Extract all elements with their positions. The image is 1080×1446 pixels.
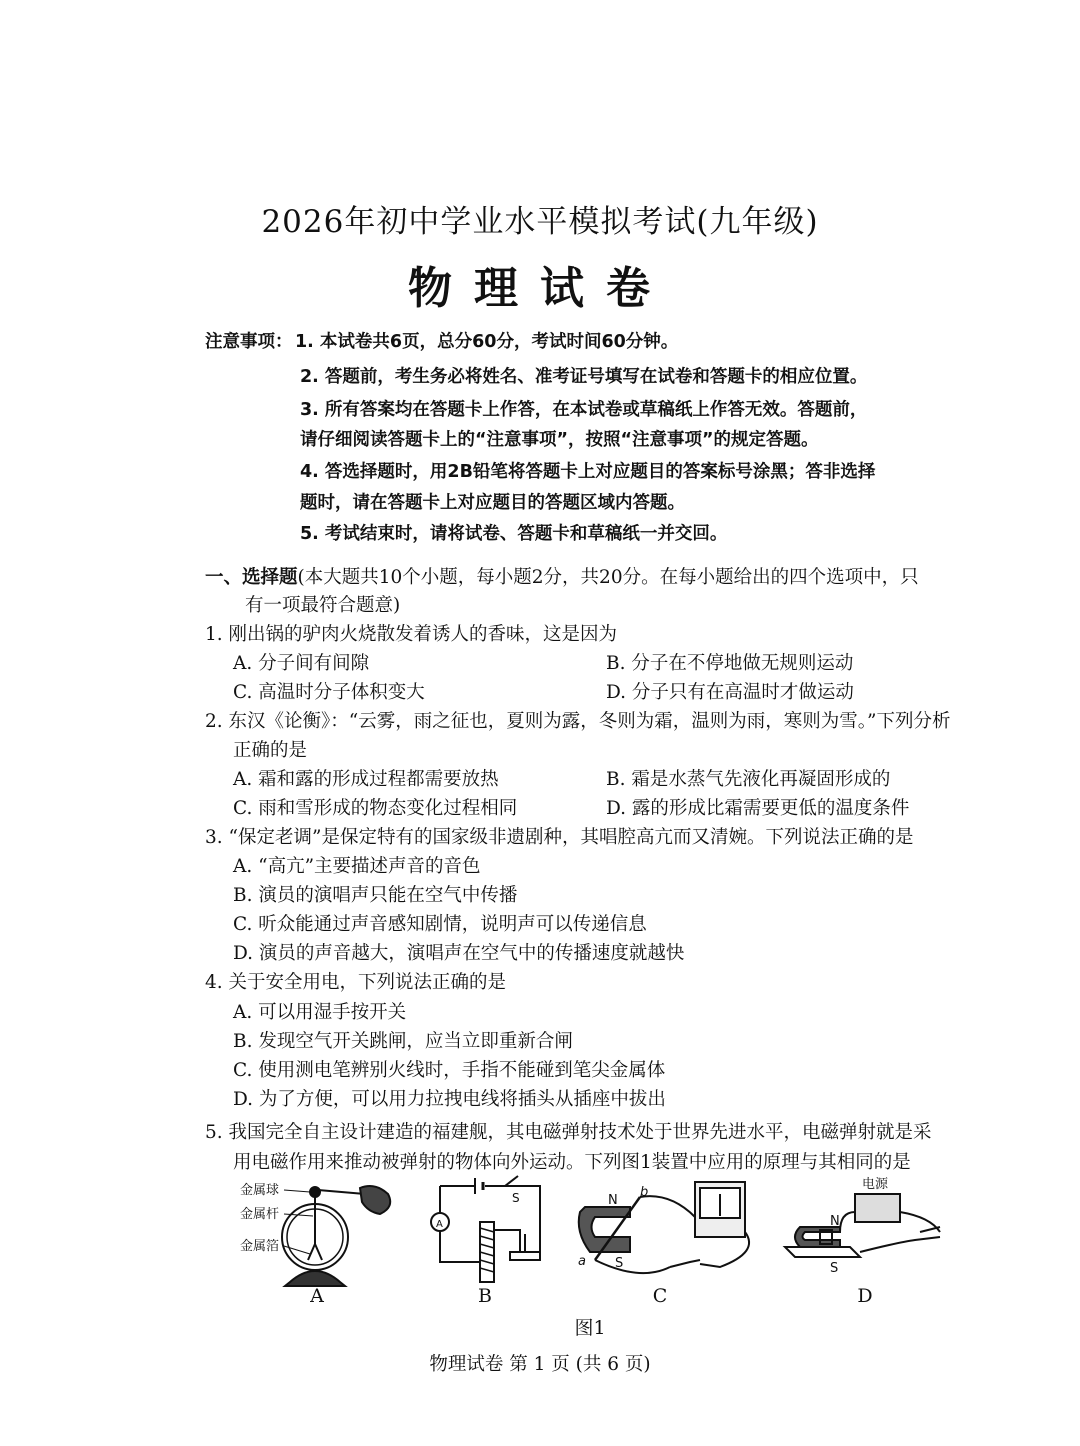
figure-c-generator [579, 1182, 749, 1273]
label-c-s: S [615, 1256, 624, 1271]
note-item-3-cont: 请仔细阅读答题卡上的“注意事项”，按照“注意事项”的规定答题。 [300, 430, 819, 450]
notes-label: 注意事项： [205, 332, 293, 352]
q4-option-a: A. 可以用湿手按开关 [233, 1002, 407, 1023]
q4-option-d: D. 为了方便，可以用力拉拽电线将插头从插座中拔出 [233, 1089, 666, 1110]
electromagnet-coil [480, 1228, 494, 1272]
leader-foil [284, 1246, 310, 1254]
note-item-4: 4. 答选择题时，用2B铅笔将答题卡上对应题目的答案标号涂黑；答非选择 [300, 462, 876, 482]
exam-title: 2026年初中学业水平模拟考试(九年级) [261, 204, 819, 240]
figure-a-electroscope [282, 1186, 390, 1286]
q1-option-a: A. 分子间有间隙 [233, 653, 370, 674]
q1-option-b: B. 分子在不停地做无规则运动 [606, 653, 854, 674]
d-magnet [795, 1227, 840, 1247]
label-c-b: b [640, 1185, 649, 1200]
q2-stem: 2. 东汉《论衡》：“云雾，雨之征也，夏则为露，冬则为霜，温则为雨，寒则为雪。”下列分析 [205, 711, 951, 732]
figure-d-motor [785, 1194, 940, 1257]
label-metal-foil: 金属箔 [240, 1239, 280, 1254]
label-d-n: N [830, 1214, 840, 1229]
section-heading-rest: (本大题共10个小题，每小题2分，共20分。在每小题给出的四个选项中，只 [297, 567, 919, 588]
q4-stem: 4. 关于安全用电，下列说法正确的是 [205, 972, 507, 993]
q3-option-a: A. “高亢”主要描述声音的音色 [233, 856, 481, 877]
q3-option-b: B. 演员的演唱声只能在空气中传播 [233, 885, 518, 906]
label-c-a: a [578, 1254, 586, 1269]
q2-stem-cont: 正确的是 [233, 740, 308, 761]
q3-option-d: D. 演员的声音越大，演唱声在空气中的传播速度就越快 [233, 943, 685, 964]
section-heading [205, 563, 919, 589]
note-item-4-cont: 题时，请在答题卡上对应题目的答题区域内答题。 [300, 493, 685, 513]
charging-rod [318, 1190, 365, 1194]
q5-stem-cont: 用电磁作用来推动被弹射的物体向外运动。下列图1装置中应用的原理与其相同的是 [233, 1152, 911, 1173]
q5-stem: 5. 我国完全自主设计建造的福建舰，其电磁弹射技术处于世界先进水平，电磁弹射就是采 [205, 1122, 932, 1143]
hand-shape [360, 1186, 390, 1214]
leader-ball [284, 1190, 310, 1192]
q1-stem: 1. 刚出锅的驴肉火烧散发着诱人的香味，这是因为 [205, 624, 618, 645]
section-heading-bold: 一、选择题 [205, 567, 298, 588]
q2-option-c: C. 雨和雪形成的物态变化过程相同 [233, 798, 518, 819]
q1-option-d: D. 分子只有在高温时才做运动 [606, 682, 854, 703]
figure-label-c: C [652, 1285, 668, 1307]
figure-caption: 图1 [574, 1317, 606, 1339]
q2-option-a: A. 霜和露的形成过程都需要放热 [233, 769, 499, 790]
metal-foil [308, 1244, 322, 1260]
figure-label-a: A [310, 1285, 324, 1307]
switch-s [505, 1176, 518, 1186]
q2-option-b: B. 霜是水蒸气先液化再凝固形成的 [606, 769, 891, 790]
switch-c [670, 1260, 700, 1267]
note-item-3: 3. 所有答案均在答题卡上作答，在本试卷或草稿纸上作答无效。答题前， [300, 400, 868, 420]
label-d-s: S [830, 1261, 839, 1276]
label-metal-ball: 金属球 [240, 1183, 280, 1198]
figure-b-circuit [431, 1176, 540, 1282]
q2-option-d: D. 露的形成比霜需要更低的温度条件 [606, 798, 910, 819]
section-heading-line2: 有一项最符合题意) [245, 595, 401, 616]
label-power-supply: 电源 [862, 1177, 889, 1192]
figure-label-b: B [478, 1285, 492, 1307]
label-metal-rod: 金属杆 [240, 1207, 280, 1222]
label-ammeter: A [436, 1219, 443, 1230]
q4-option-c: C. 使用测电笔辨别火线时，手指不能碰到笔尖金属体 [233, 1060, 666, 1081]
figure-label-d: D [857, 1285, 873, 1307]
exam-subtitle: 物理试卷 [408, 263, 672, 314]
d-wire-3 [860, 1237, 940, 1252]
note-item-5: 5. 考试结束时，请将试卷、答题卡和草稿纸一并交回。 [300, 524, 728, 544]
label-switch: S [512, 1191, 520, 1205]
metal-ball [310, 1187, 320, 1197]
note-item-2: 2. 答题前，考生务必将姓名、准考证号填写在试卷和答题卡的相应位置。 [300, 367, 868, 387]
rheostat [510, 1252, 540, 1260]
q4-option-b: B. 发现空气开关跳闸，应当立即重新合闸 [233, 1031, 573, 1052]
circuit-wire-coil [494, 1230, 520, 1252]
wire-a [595, 1260, 670, 1273]
note-item-1: 1. 本试卷共6页，总分60分，考试时间60分钟。 [295, 332, 679, 352]
page-footer: 物理试卷 第 1 页 (共 6 页) [429, 1354, 651, 1375]
q1-option-c: C. 高温时分子体积变大 [233, 682, 425, 703]
electroscope-base [285, 1271, 345, 1286]
label-c-n: N [608, 1193, 618, 1208]
q3-stem: 3. “保定老调”是保定特有的国家级非遗剧种，其唱腔高亢而又清婉。下列说法正确的是 [205, 827, 914, 848]
power-supply [855, 1194, 900, 1222]
motor-base [785, 1247, 860, 1257]
d-wire-1 [840, 1212, 855, 1232]
q3-option-c: C. 听众能通过声音感知剧情，说明声可以传递信息 [233, 914, 647, 935]
